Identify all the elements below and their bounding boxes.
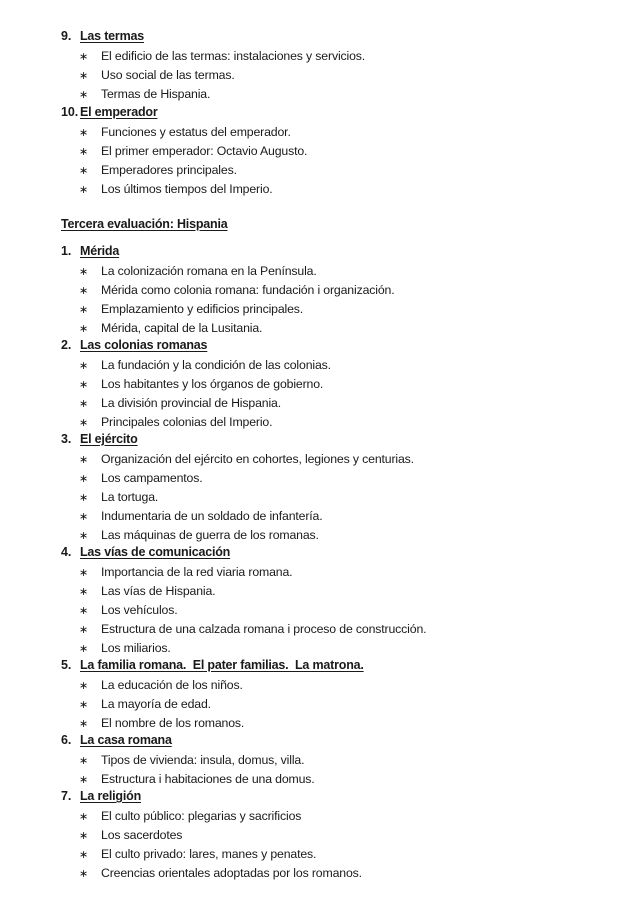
bullet-icon: ∗ [79, 530, 89, 542]
bullet-icon: ∗ [79, 127, 89, 139]
bullet-icon: ∗ [79, 624, 89, 636]
evaluation-heading: Tercera evaluación: Hispania [61, 217, 228, 231]
list-item: Los vehículos. [101, 603, 178, 617]
unit-title-familia: La familia romana. El pater familias. La matrona. [80, 658, 364, 672]
bullet-icon: ∗ [79, 146, 89, 158]
section-title-las-termas: Las termas [80, 29, 145, 43]
unit-number: 6. [61, 733, 72, 747]
unit-number: 1. [61, 244, 72, 258]
unit-title-religion: La religión [80, 789, 142, 803]
section-number: 9. [61, 29, 72, 43]
list-item: Organización del ejército en cohortes, legiones y centurias. [101, 452, 414, 466]
list-item: Estructura de una calzada romana i proceso de construcción. [101, 622, 427, 636]
list-item: Las vías de Hispania. [101, 584, 216, 598]
bullet-icon: ∗ [79, 285, 89, 297]
section-title-el-emperador: El emperador [80, 105, 158, 119]
unit-number: 3. [61, 432, 72, 446]
bullet-icon: ∗ [79, 51, 89, 63]
list-item: El edificio de las termas: instalaciones y servicios. [101, 49, 366, 63]
bullet-icon: ∗ [79, 567, 89, 579]
bullet-icon: ∗ [79, 323, 89, 335]
bullet-icon: ∗ [79, 266, 89, 278]
unit-number: 4. [61, 545, 72, 559]
bullet-icon: ∗ [79, 811, 89, 823]
list-item: Tipos de vivienda: insula, domus, villa. [101, 753, 305, 767]
list-item: Uso social de las termas. [101, 68, 235, 82]
list-item: La educación de los niños. [101, 678, 243, 692]
list-item: Mérida, capital de la Lusitania. [101, 321, 263, 335]
list-item: La mayoría de edad. [101, 697, 211, 711]
bullet-icon: ∗ [79, 473, 89, 485]
list-item: Creencias orientales adoptadas por los romanos. [101, 866, 362, 880]
list-item: Estructura i habitaciones de una domus. [101, 772, 315, 786]
unit-number: 5. [61, 658, 72, 672]
bullet-icon: ∗ [79, 304, 89, 316]
list-item: La tortuga. [101, 490, 159, 504]
unit-number: 2. [61, 338, 72, 352]
list-item: Mérida como colonia romana: fundación i organización. [101, 283, 395, 297]
bullet-icon: ∗ [79, 511, 89, 523]
unit-number: 7. [61, 789, 72, 803]
list-item: Emplazamiento y edificios principales. [101, 302, 304, 316]
bullet-icon: ∗ [79, 830, 89, 842]
section-number: 10. [61, 105, 79, 119]
bullet-icon: ∗ [79, 586, 89, 598]
bullet-icon: ∗ [79, 454, 89, 466]
list-item: Los campamentos. [101, 471, 203, 485]
bullet-icon: ∗ [79, 755, 89, 767]
list-item: Los sacerdotes [101, 828, 183, 842]
unit-title-casa: La casa romana [80, 733, 172, 747]
list-item: La fundación y la condición de las colonias. [101, 358, 331, 372]
list-item: Principales colonias del Imperio. [101, 415, 273, 429]
unit-title-vias: Las vías de comunicación [80, 545, 231, 559]
list-item: Indumentaria de un soldado de infantería. [101, 509, 323, 523]
bullet-icon: ∗ [79, 718, 89, 730]
bullet-icon: ∗ [79, 605, 89, 617]
bullet-icon: ∗ [79, 165, 89, 177]
list-item: Los últimos tiempos del Imperio. [101, 182, 273, 196]
list-item: El nombre de los romanos. [101, 716, 245, 730]
list-item: El primer emperador: Octavio Augusto. [101, 144, 308, 158]
list-item: Termas de Hispania. [101, 87, 211, 101]
bullet-icon: ∗ [79, 643, 89, 655]
list-item: Importancia de la red viaria romana. [101, 565, 293, 579]
bullet-icon: ∗ [79, 492, 89, 504]
bullet-icon: ∗ [79, 379, 89, 391]
list-item: Emperadores principales. [101, 163, 237, 177]
bullet-icon: ∗ [79, 184, 89, 196]
unit-title-colonias: Las colonias romanas [80, 338, 208, 352]
list-item: La colonización romana en la Península. [101, 264, 317, 278]
bullet-icon: ∗ [79, 89, 89, 101]
bullet-icon: ∗ [79, 774, 89, 786]
list-item: Las máquinas de guerra de los romanas. [101, 528, 319, 542]
list-item: La división provincial de Hispania. [101, 396, 281, 410]
bullet-icon: ∗ [79, 70, 89, 82]
bullet-icon: ∗ [79, 868, 89, 880]
bullet-icon: ∗ [79, 849, 89, 861]
bullet-icon: ∗ [79, 680, 89, 692]
list-item: Los habitantes y los órganos de gobierno. [101, 377, 324, 391]
list-item: El culto privado: lares, manes y penates. [101, 847, 317, 861]
unit-title-ejercito: El ejército [80, 432, 138, 446]
list-item: El culto público: plegarias y sacrificios [101, 809, 302, 823]
list-item: Los miliarios. [101, 641, 171, 655]
bullet-icon: ∗ [79, 360, 89, 372]
unit-title-merida: Mérida [80, 244, 120, 258]
bullet-icon: ∗ [79, 398, 89, 410]
list-item: Funciones y estatus del emperador. [101, 125, 291, 139]
bullet-icon: ∗ [79, 417, 89, 429]
bullet-icon: ∗ [79, 699, 89, 711]
